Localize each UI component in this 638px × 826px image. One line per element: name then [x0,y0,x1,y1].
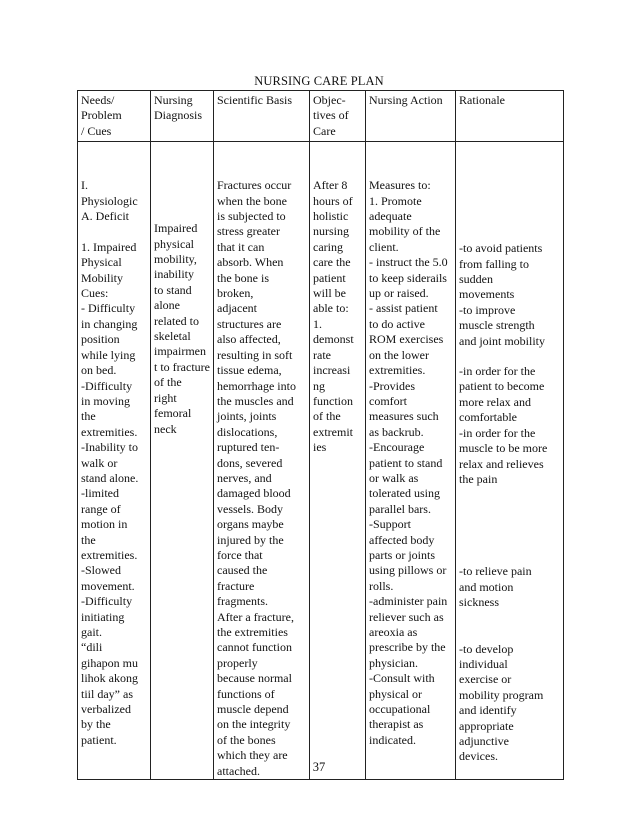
rationale-block-1: -to avoid patients from falling to sudden movements -to improve muscle strength and joint mobility [459,241,545,348]
cell-scientific-basis [214,142,310,780]
header-scientific-basis: Scientific Basis [214,91,310,142]
nursing-action-text: Measures to: 1. Promote adequate mobility of the client. - instruct the 5.0 to keep siderails up or raised. - assist patient to do active ROM exercises on the lower extremities. -Provides comfort measures such as backrub. -Encourage patient to stand or walk as tolerated using parallel bars. -Support affected body parts or joints using pillows or rolls. -administer pain reliever such as areoxia as prescribe by the physician. -Consult with physical or occupational therapist as indicated. [369,178,448,747]
cell-rationale [456,142,564,780]
cell-objectives [310,142,366,780]
header-diagnosis: Nursing Diagnosis [151,91,214,142]
cell-needs [78,142,151,780]
cell-nursing-action [366,142,456,780]
objectives-text: After 8 hours of holistic nursing caring care the patient will be able to: 1. demonst rate increasi ng function of the extremit ies [313,178,354,455]
scientific-basis-text: Fractures occur when the bone is subjected to stress greater that it can absorb. When the bone is broken, adjacent structures are also affected, resulting in soft tissue edema, hemorrhage into the muscles and joints, joints dislocations, ruptured ten- dons, severed nerves, and damaged blood vessels. Body organs maybe injured by the force that caused the fracture fragments. After a fracture, the extremities cannot function properly because normal functions of muscle depend on the integrity of the bones which they are attached. [217,178,296,778]
rationale-block-2: -in order for the patient to become more relax and comfortable -in order for the muscle to be more relax and relieves the pain [459,364,548,486]
header-nursing-action: Nursing Action [366,91,456,142]
table-row [78,142,564,780]
care-plan-table [77,90,564,780]
needs-text: I. Physiologic A. Deficit 1. Impaired Physical Mobility Cues: - Difficulty in changing position while lying on bed. -Difficulty in moving the extremities. -Inability to walk or stand alone. -limited range of motion in the extremities. -Slowed movement. -Difficulty initiating gait. “dili gihapon mu lihok akong tiil day” as verbalized by the patient. [81,178,139,747]
header-objectives: Objec- tives of Care [310,91,366,142]
diagnosis-text: Impaired physical mobility, inability to stand alone related to skeletal impairmen t to fracture of the right femoral neck [154,221,210,436]
cell-diagnosis [151,142,214,780]
page-number: 37 [312,760,326,774]
document-title: NURSING CARE PLAN [254,74,384,88]
header-needs: Needs/ Problem / Cues [78,91,151,142]
rationale-block-3: -to relieve pain and motion sickness [459,564,532,610]
rationale-block-4: -to develop individual exercise or mobility program and identify appropriate adjunctive devices. [459,641,544,764]
table-header-row [78,91,564,142]
header-rationale: Rationale [456,91,564,142]
